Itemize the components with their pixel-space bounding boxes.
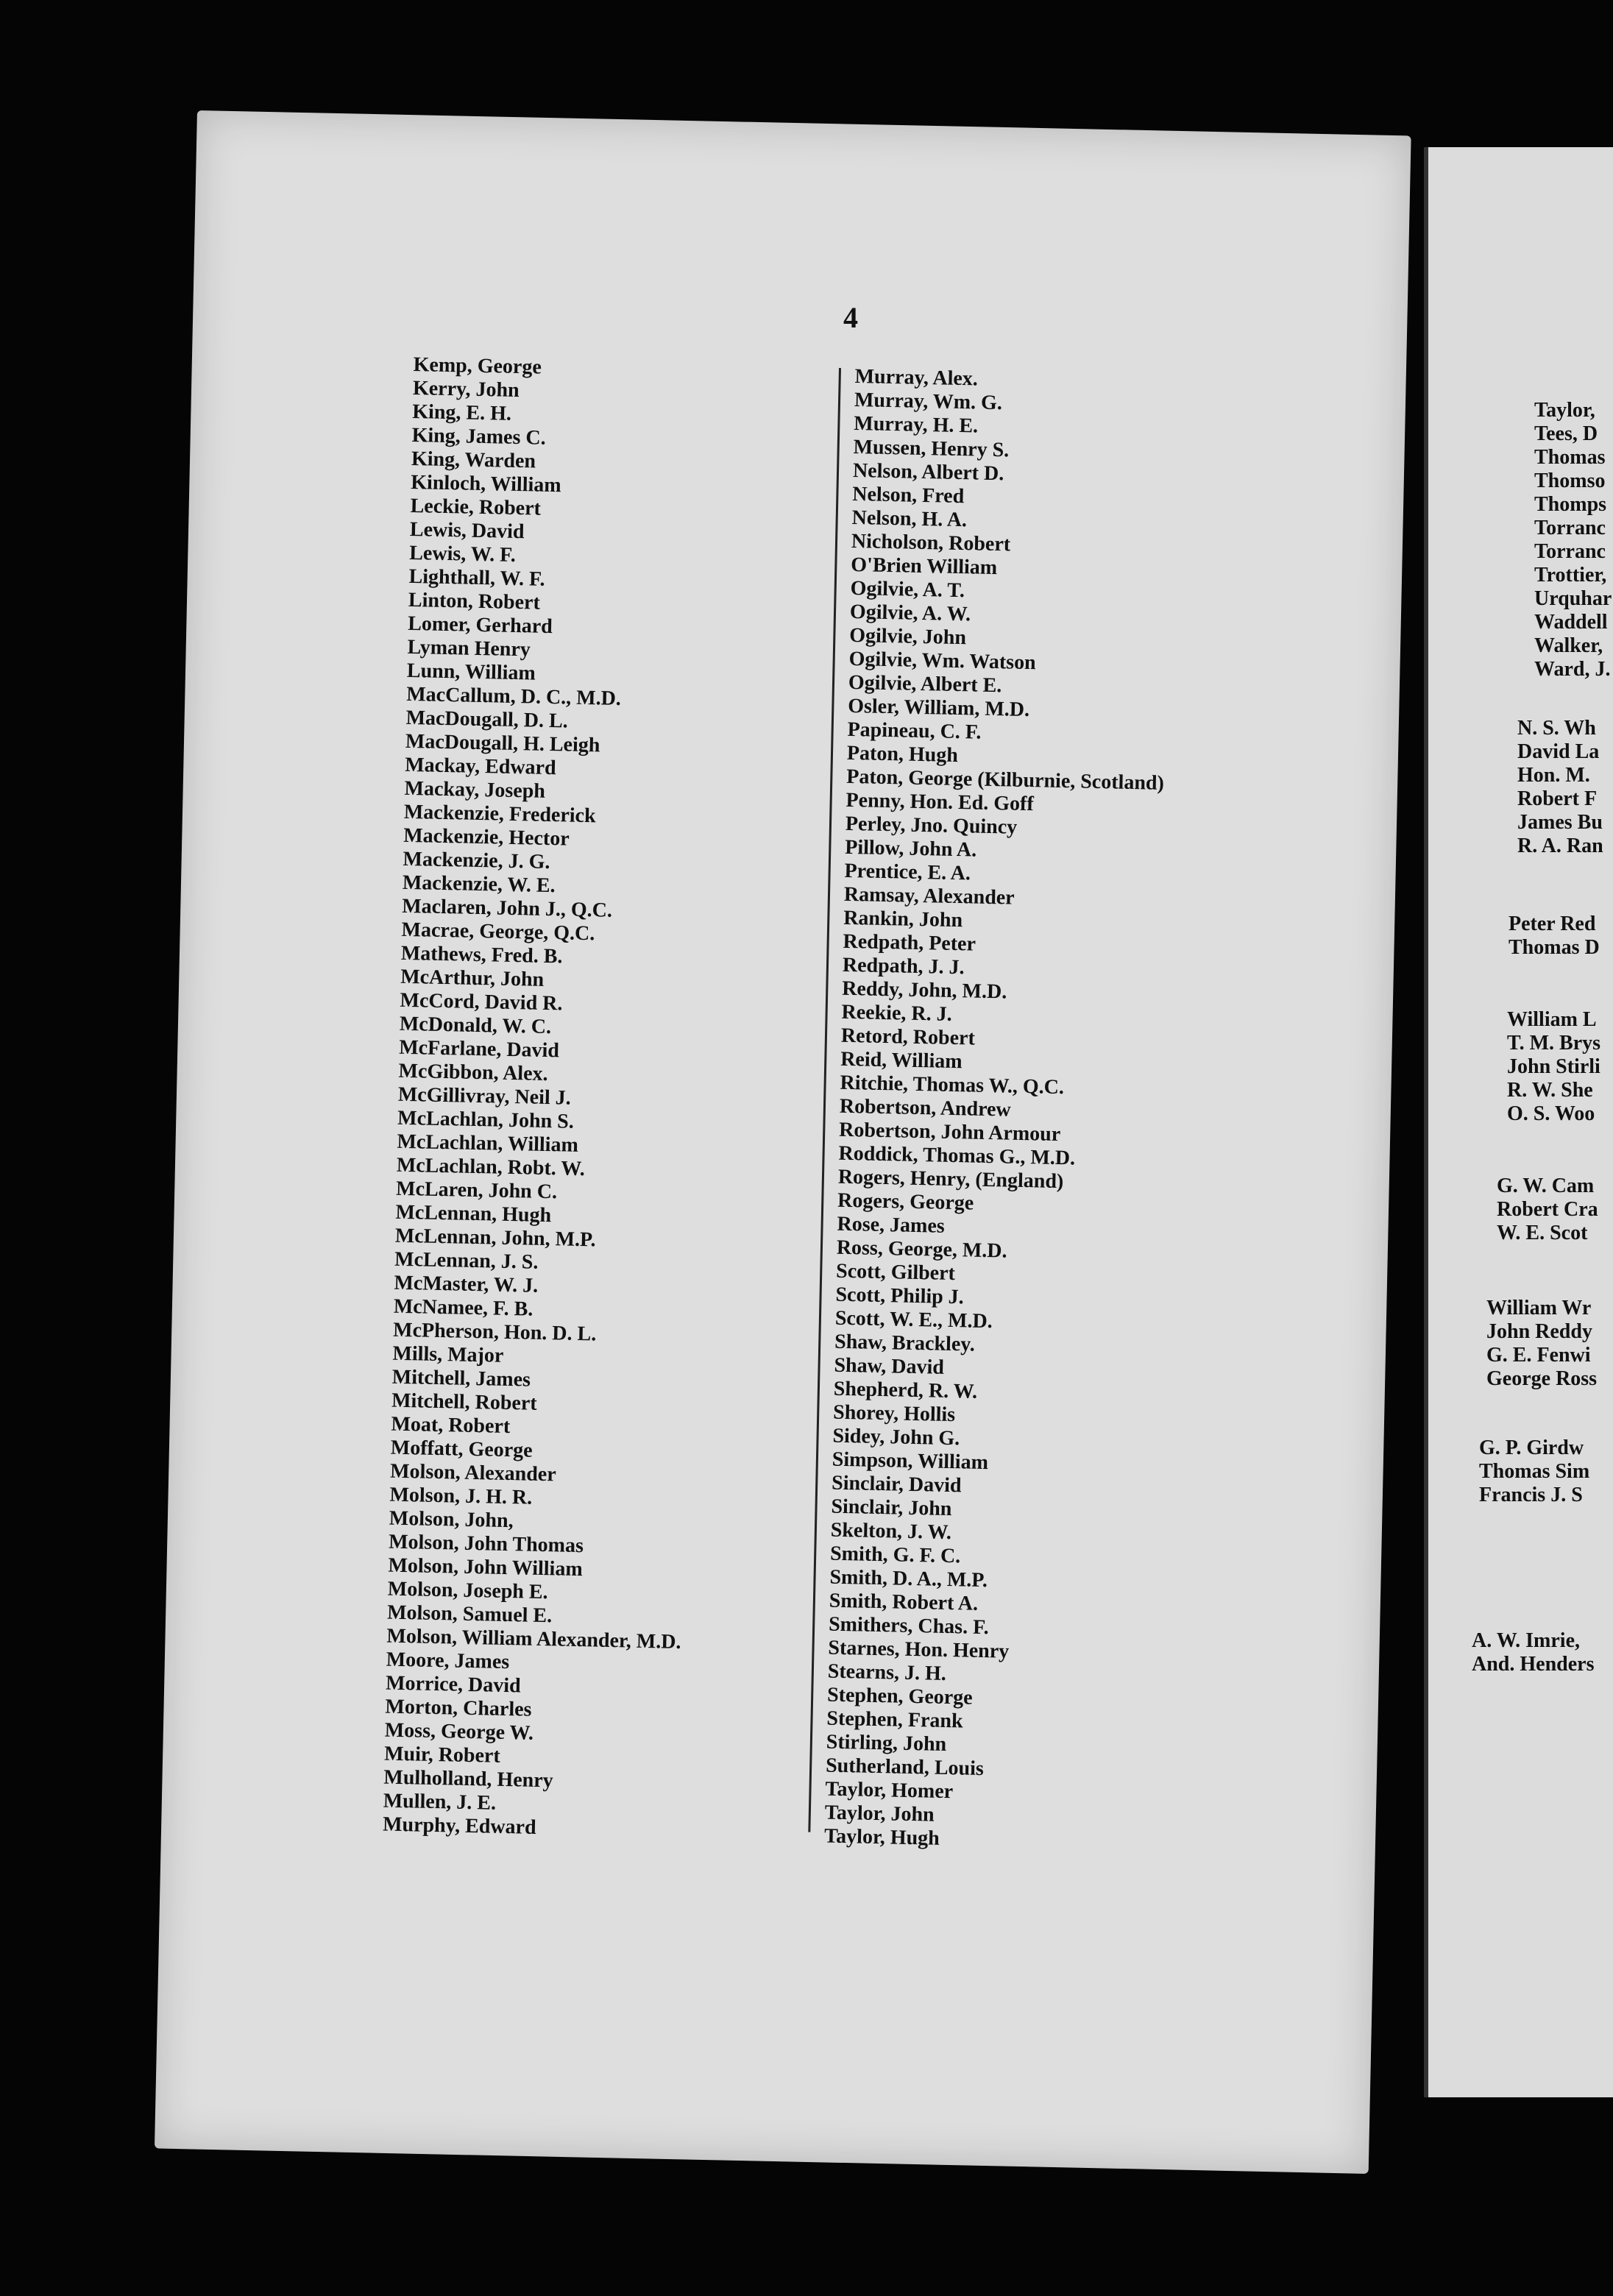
name-entry: Mackenzie, Frederick <box>403 800 596 828</box>
name-entry: Reekie, R. J. <box>841 1000 952 1026</box>
right-page-group <box>1486 1297 1597 1391</box>
name-entry: R. A. Ran <box>1517 835 1603 857</box>
name-entry: Linton, Robert <box>408 588 541 614</box>
name-entry: Robert F <box>1517 787 1598 810</box>
name-entry: Kemp, George <box>413 353 542 379</box>
name-entry: Moffatt, George <box>390 1436 533 1462</box>
name-entry: Papineau, C. F. <box>847 718 982 744</box>
name-entry: Ogilvie, A. T. <box>850 576 965 603</box>
name-entry: Mullen, J. E. <box>383 1789 497 1815</box>
name-entry: McLachlan, Robt. W. <box>396 1153 586 1181</box>
name-entry: Hon. M. <box>1517 764 1590 787</box>
name-entry: Molson, William Alexander, M.D. <box>386 1624 681 1654</box>
name-entry: Nelson, H. A. <box>851 506 968 532</box>
name-entry: Shaw, Brackley. <box>834 1330 976 1356</box>
name-entry: Morrice, David <box>385 1671 521 1698</box>
name-entry: Lighthall, W. F. <box>408 564 545 591</box>
name-entry: R. W. She <box>1507 1079 1593 1102</box>
right-page-group <box>1507 1008 1600 1126</box>
name-entry: Kerry, John <box>412 376 520 403</box>
name-entry: Thomps <box>1534 493 1607 516</box>
name-entry: Reid, William <box>840 1047 963 1074</box>
name-entry: Thomas D <box>1509 936 1600 959</box>
name-entry: McLennan, Hugh <box>395 1200 552 1227</box>
name-entry: Tees, D <box>1534 422 1598 445</box>
name-entry: Moat, Robert <box>391 1412 511 1439</box>
name-entry: Paton, George (Kilburnie, Scotland) <box>846 765 1165 795</box>
name-entry: Murray, H. E. <box>854 411 979 438</box>
name-entry: Francis J. S <box>1479 1484 1583 1506</box>
name-entry: King, E. H. <box>412 400 512 425</box>
name-entry: W. E. Scot <box>1497 1222 1588 1244</box>
name-entry: Smith, Robert A. <box>829 1589 979 1615</box>
name-entry: Mitchell, Robert <box>391 1389 537 1415</box>
name-entry: Murray, Alex. <box>854 365 979 391</box>
name-entry: Rogers, Henry, (England) <box>837 1165 1064 1194</box>
name-entry: McLennan, John, M.P. <box>394 1224 596 1252</box>
name-entry: Peter Red <box>1509 913 1596 935</box>
name-entry: Mackenzie, W. E. <box>402 871 556 898</box>
name-entry: Ramsay, Alexander <box>843 882 1015 910</box>
name-entry: Lomer, Gerhard <box>407 612 553 639</box>
name-list-middle <box>824 365 1267 1857</box>
name-entry: Molson, John, <box>389 1506 514 1533</box>
name-entry: Redpath, Peter <box>843 929 976 956</box>
name-entry: Thomas <box>1534 446 1606 469</box>
name-entry: McCord, David R. <box>400 988 563 1016</box>
name-entry: Torranc <box>1534 540 1606 563</box>
name-entry: Shepherd, R. W. <box>833 1377 978 1403</box>
name-entry: McFarlane, David <box>398 1035 560 1063</box>
name-entry: Thomas Sim <box>1479 1460 1590 1483</box>
name-entry: Redpath, J. J. <box>842 953 965 979</box>
name-entry: Molson, Alexander <box>389 1459 557 1487</box>
name-entry: Sutherland, Louis <box>825 1754 985 1781</box>
name-entry: Macrae, George, Q.C. <box>401 918 595 946</box>
name-entry: Starnes, Hon. Henry <box>828 1636 1010 1663</box>
name-entry: Nelson, Albert D. <box>852 458 1004 486</box>
name-entry: David La <box>1517 740 1600 763</box>
name-entry: Ogilvie, A. W. <box>849 600 971 626</box>
name-entry: Taylor, Hugh <box>823 1824 940 1850</box>
name-entry: Taylor, Homer <box>825 1777 954 1804</box>
name-entry: Sinclair, John <box>831 1495 952 1521</box>
name-entry: Moss, George W. <box>384 1718 534 1745</box>
name-entry: Lyman Henry <box>407 635 531 662</box>
name-entry: McPherson, Hon. D. L. <box>392 1318 597 1346</box>
name-entry: G. W. Cam <box>1497 1174 1595 1197</box>
name-entry: King, Warden <box>411 447 536 473</box>
name-entry: Mackenzie, J. G. <box>403 847 550 874</box>
name-entry: MacDougall, H. Leigh <box>405 729 600 757</box>
name-entry: Perley, Jno. Quincy <box>845 812 1018 839</box>
name-entry: King, James C. <box>411 423 546 450</box>
name-entry: Kinloch, William <box>411 470 561 497</box>
name-entry: McArthur, John <box>400 965 545 991</box>
name-entry: Molson, Samuel E. <box>386 1601 553 1628</box>
name-entry: Penny, Hon. Ed. Goff <box>846 788 1035 816</box>
name-entry: Molson, John William <box>388 1553 584 1581</box>
name-entry: Prentice, E. A. <box>844 859 971 885</box>
right-page-group <box>1472 1629 1594 1676</box>
name-entry: McGibbon, Alex. <box>398 1059 548 1086</box>
name-entry: Leckie, Robert <box>410 494 542 520</box>
name-entry: Lewis, David <box>409 517 525 544</box>
name-entry: Taylor, John <box>824 1801 935 1826</box>
name-entry: Nicholson, Robert <box>851 529 1011 556</box>
name-entry: Waddell <box>1534 611 1608 634</box>
name-entry: Mackenzie, Hector <box>403 823 570 851</box>
name-entry: Thomso <box>1534 470 1606 492</box>
name-entry: McLachlan, John S. <box>397 1106 575 1133</box>
page-number: 4 <box>843 301 858 334</box>
name-entry: Mulholland, Henry <box>383 1765 554 1793</box>
name-entry: Ross, George, M.D. <box>836 1236 1007 1263</box>
name-entry: Smith, D. A., M.P. <box>829 1565 988 1592</box>
name-entry: Mussen, Henry S. <box>853 435 1010 462</box>
name-list-left <box>383 353 826 1845</box>
name-entry: Taylor, <box>1534 399 1595 422</box>
name-entry: Lunn, William <box>406 659 536 685</box>
name-entry: Molson, Joseph E. <box>387 1577 548 1604</box>
name-entry: McGillivray, Neil J. <box>397 1083 572 1110</box>
name-entry: Roddick, Thomas G., M.D. <box>838 1141 1076 1170</box>
name-entry: Scott, W. E., M.D. <box>834 1306 993 1333</box>
name-entry: James Bu <box>1517 811 1603 834</box>
name-entry: Robert Cra <box>1497 1198 1598 1221</box>
name-entry: A. W. Imrie, <box>1472 1629 1580 1652</box>
name-entry: Scott, Gilbert <box>835 1259 956 1286</box>
name-entry: George Ross <box>1486 1367 1598 1390</box>
name-entry: Ogilvie, Albert E. <box>848 670 1002 698</box>
name-entry: Murray, Wm. G. <box>854 388 1003 415</box>
name-entry: Ritchie, Thomas W., Q.C. <box>840 1071 1065 1099</box>
name-entry: Lewis, W. F. <box>408 541 517 567</box>
name-entry: Reddy, John, M.D. <box>841 977 1007 1004</box>
name-entry: Rogers, George <box>837 1188 974 1215</box>
name-entry: Morton, Charles <box>385 1695 532 1721</box>
name-entry: Paton, Hugh <box>846 741 959 768</box>
name-entry: Shaw, David <box>834 1353 945 1379</box>
right-page-group <box>1534 399 1612 681</box>
name-entry: Mills, Major <box>392 1342 504 1367</box>
name-entry: Robertson, Andrew <box>839 1094 1012 1122</box>
name-entry: Rankin, John <box>843 906 963 932</box>
name-entry: McLachlan, William <box>397 1130 579 1157</box>
name-entry: Retord, Robert <box>840 1024 976 1050</box>
name-entry: McDonald, W. C. <box>399 1012 552 1039</box>
name-entry: McLennan, J. S. <box>394 1247 539 1274</box>
name-entry: Stirling, John <box>826 1730 947 1757</box>
name-entry: McLaren, John C. <box>395 1177 558 1204</box>
name-entry: McNamee, F. B. <box>393 1294 533 1321</box>
name-entry: G. P. Girdw <box>1479 1436 1584 1459</box>
name-entry: John Reddy <box>1486 1320 1592 1343</box>
name-entry: And. Henders <box>1472 1653 1595 1676</box>
name-entry: Osler, William, M.D. <box>847 694 1030 722</box>
name-entry: Maclaren, John J., Q.C. <box>401 894 613 922</box>
name-entry: MacCallum, D. C., M.D. <box>405 682 622 711</box>
name-entry: Muir, Robert <box>383 1742 501 1768</box>
name-entry: Walker, <box>1534 634 1603 657</box>
name-entry: T. M. Brys <box>1507 1032 1601 1055</box>
name-entry: G. E. Fenwi <box>1486 1344 1591 1367</box>
name-entry: Molson, J. H. R. <box>389 1483 533 1509</box>
name-entry: John Stirli <box>1507 1055 1600 1078</box>
right-page-group <box>1479 1436 1589 1507</box>
name-entry: Ward, J. <box>1534 658 1611 681</box>
right-page-group <box>1509 913 1600 960</box>
name-entry: Smithers, Chas. F. <box>828 1612 989 1640</box>
name-entry: William Wr <box>1486 1297 1592 1319</box>
name-entry: Ogilvie, John <box>848 623 967 650</box>
name-entry: Smith, G. F. C. <box>829 1542 961 1568</box>
name-entry: O'Brien William <box>850 553 998 580</box>
right-page-group <box>1497 1174 1598 1245</box>
name-entry: N. S. Wh <box>1517 717 1596 740</box>
name-entry: Stephen, Frank <box>826 1707 963 1733</box>
name-entry: McMaster, W. J. <box>394 1271 539 1297</box>
name-entry: MacDougall, D. L. <box>405 706 569 733</box>
name-entry: Mackay, Edward <box>404 753 556 780</box>
name-entry: William L <box>1507 1008 1597 1031</box>
name-entry: Molson, John Thomas <box>388 1530 584 1558</box>
name-entry: Robertson, John Armour <box>838 1118 1061 1147</box>
name-entry: Moore, James <box>386 1648 510 1674</box>
name-entry: Ogilvie, Wm. Watson <box>848 647 1037 675</box>
name-entry: Rose, James <box>837 1212 946 1238</box>
name-entry: Nelson, Fred <box>852 482 965 509</box>
name-entry: Sinclair, David <box>831 1471 962 1498</box>
name-entry: Mathews, Fred. B. <box>400 941 563 968</box>
name-entry: Stearns, J. H. <box>827 1659 947 1685</box>
name-entry: Shorey, Hollis <box>832 1400 956 1427</box>
name-entry: Simpson, William <box>832 1448 989 1475</box>
name-entry: Urquhar <box>1534 587 1612 610</box>
name-entry: Mackay, Joseph <box>404 776 546 803</box>
right-page-group <box>1517 717 1603 858</box>
name-entry: Skelton, J. W. <box>830 1518 952 1545</box>
name-entry: Stephen, George <box>826 1683 973 1709</box>
name-entry: Torranc <box>1534 517 1606 539</box>
name-entry: Mitchell, James <box>391 1365 531 1392</box>
name-entry: O. S. Woo <box>1507 1102 1595 1125</box>
name-entry: Scott, Philip J. <box>835 1283 965 1309</box>
name-entry: Murphy, Edward <box>382 1813 536 1839</box>
name-entry: Pillow, John A. <box>844 835 977 862</box>
name-entry: Trottier, <box>1534 564 1607 587</box>
name-entry: Sidey, John G. <box>832 1424 960 1450</box>
